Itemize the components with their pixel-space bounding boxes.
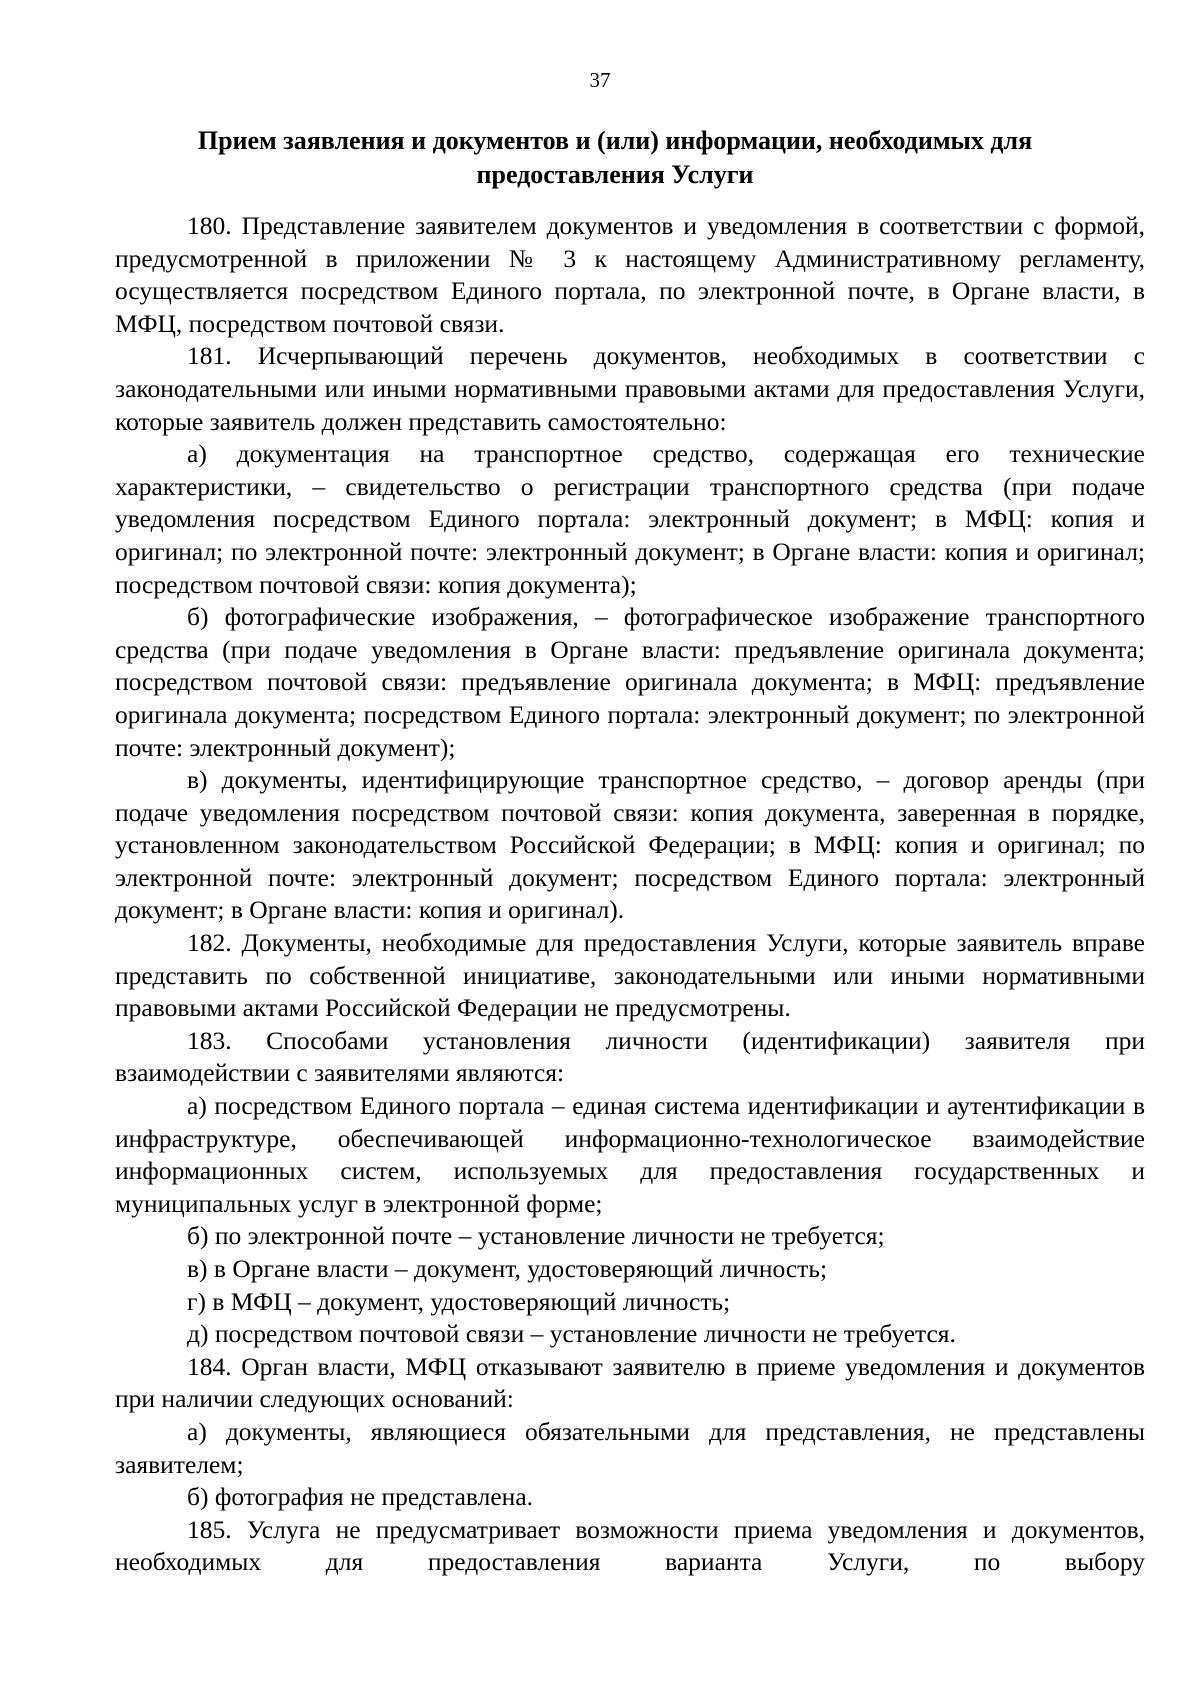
- paragraph-181-a: а) документация на транспортное средство, содержащая его технические характеристики, – свидетельство о регистрации транспортного средства (при подаче уведомления посредством Единого портала: электронный документ; в МФЦ: копия и оригинал; по электронной почте: электронный документ; в Органе власти: копия и оригинал; посредством почтовой связи: копия документа);: [115, 439, 1145, 599]
- paragraph-183-b: б) по электронной почте – установление личности не требуется;: [187, 1221, 885, 1251]
- paragraph-180: 180. Представление заявителем документов и уведомления в соответствии с формой, предусмотренной в приложении № 3 к настоящему Административному регламенту, осуществляется посредством Единого портала, по электронной почте, в Органе власти, в МФЦ, посредством почтовой связи.: [115, 211, 1145, 338]
- paragraph-183: 183. Способами установления личности (идентификации) заявителя при взаимодействии с заявителями являются:: [115, 1025, 1145, 1088]
- paragraph-183-a: а) посредством Единого портала – единая система идентификации и аутентификации в инфраструктуре, обеспечивающей информационно-технологическое взаимодействие информационных систем, используемых для предоставления государственных и муниципальных услуг в электронной форме;: [115, 1091, 1145, 1218]
- paragraph-181-v: в) документы, идентифицирующие транспортное средство, – договор аренды (при подаче уведомления посредством почтовой связи: копия документа, заверенная в порядке, установленном законодательством Российской Федерации; в МФЦ: копия и оригинал; по электронной почте: электронный документ; посредством Единого портала: электронный документ; в Органе власти: копия и оригинал).: [115, 765, 1145, 925]
- paragraph-181: 181. Исчерпывающий перечень документов, необходимых в соответствии с законодательными или иными нормативными правовыми актами для предоставления Услуги, которые заявитель должен представить самостоятельно:: [115, 341, 1145, 436]
- paragraph-184-a: а) документы, являющиеся обязательными для представления, не представлены заявителем;: [115, 1416, 1145, 1479]
- paragraph-183-d: д) посредством почтовой связи – установление личности не требуется.: [187, 1319, 956, 1349]
- paragraph-183-v: в) в Органе власти – документ, удостоверяющий личность;: [187, 1254, 828, 1283]
- document-body: [115, 210, 1145, 1579]
- section-heading-line-1: Прием заявления и документов и (или) информации, необходимых для: [197, 126, 1033, 155]
- paragraph-184: 184. Орган власти, МФЦ отказывают заявителю в приеме уведомления и документов при наличии следующих оснований:: [115, 1351, 1145, 1414]
- page-number: 37: [589, 68, 611, 92]
- paragraph-185: 185. Услуга не предусматривает возможности приема уведомления и документов, необходимых для предоставления варианта Услуги, по выбору: [115, 1514, 1145, 1577]
- paragraph-182: 182. Документы, необходимые для предоставления Услуги, которые заявитель вправе представить по собственной инициативе, законодательными или иными нормативными правовыми актами Российской Федерации не предусмотрены.: [115, 928, 1145, 1023]
- paragraph-181-b: б) фотографические изображения, – фотографическое изображение транспортного средства (при подаче уведомления в Органе власти: предъявление оригинала документа; посредством почтовой связи: предъявление оригинала документа; в МФЦ: предъявление оригинала документа; посредством Единого портала: электронный документ; по электронной почте: электронный документ);: [115, 602, 1145, 762]
- paragraph-183-g: г) в МФЦ – документ, удостоверяющий личность;: [187, 1286, 731, 1316]
- section-heading-line-2: предоставления Услуги: [476, 160, 754, 189]
- section-heading: [150, 124, 1080, 192]
- paragraph-184-b: б) фотография не представлена.: [187, 1482, 534, 1512]
